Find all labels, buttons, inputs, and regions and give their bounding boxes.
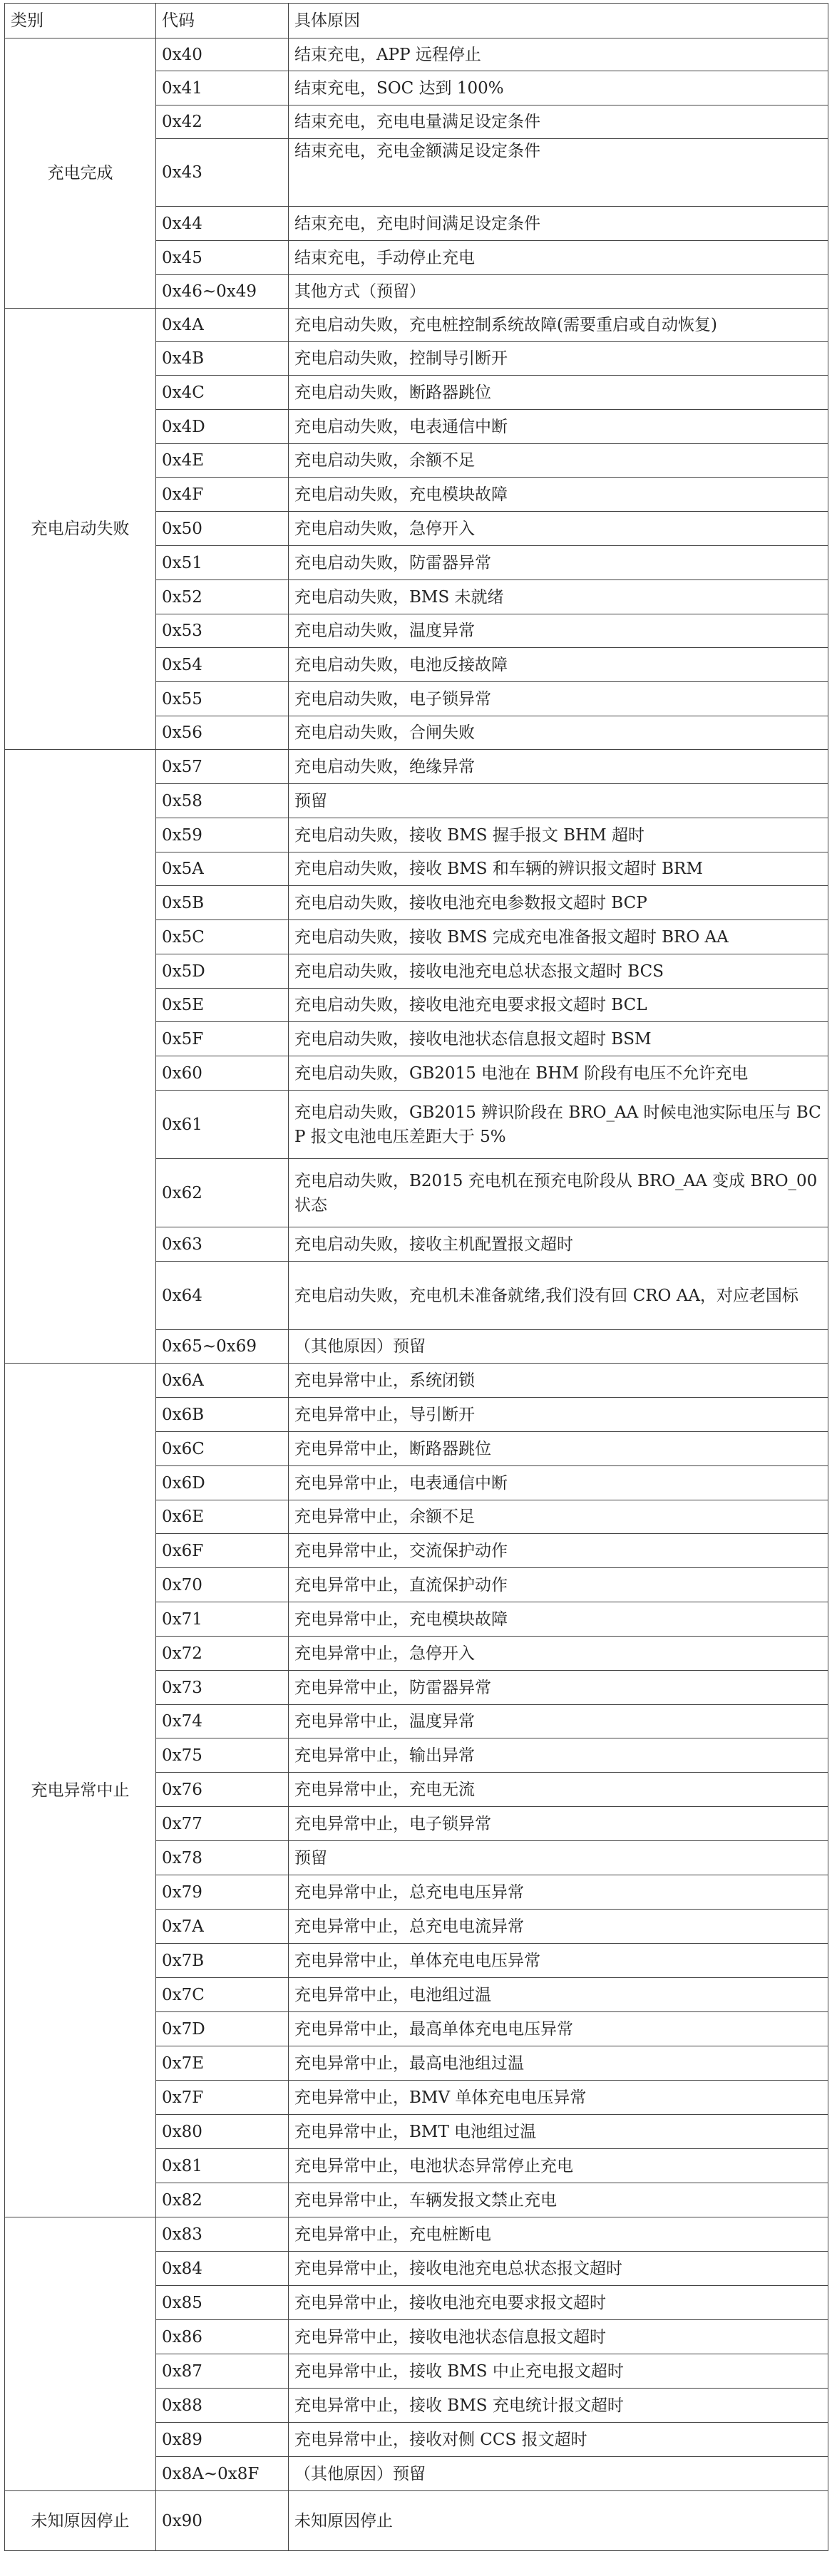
reason-cell: 充电启动失败，BMS 未就绪: [289, 580, 828, 614]
reason-cell: 充电启动失败，接收 BMS 和车辆的辨识报文超时 BRM: [289, 852, 828, 886]
code-cell: 0x57: [156, 750, 289, 784]
code-cell: 0x50: [156, 512, 289, 546]
reason-cell: 结束充电，充电金额满足设定条件: [289, 139, 828, 207]
header-code: 代码: [156, 4, 289, 38]
code-cell: 0x62: [156, 1159, 289, 1227]
reason-cell: 充电异常中止，电池状态异常停止充电: [289, 2149, 828, 2183]
code-cell: 0x6B: [156, 1398, 289, 1432]
code-cell: 0x74: [156, 1705, 289, 1738]
code-cell: 0x71: [156, 1602, 289, 1637]
reason-cell: 充电启动失败，充电模块故障: [289, 478, 828, 512]
reason-cell: 充电异常中止，接收 BMS 充电统计报文超时: [289, 2389, 828, 2423]
reason-cell: 充电启动失败，接收 BMS 握手报文 BHM 超时: [289, 818, 828, 852]
code-cell: 0x44: [156, 207, 289, 241]
reason-cell: 充电异常中止，系统闭锁: [289, 1364, 828, 1398]
reason-cell: 充电启动失败，GB2015 辨识阶段在 BRO_AA 时候电池实际电压与 BCP 报文电池电压差距大于 5%: [289, 1091, 828, 1159]
reason-cell: 充电启动失败，绝缘异常: [289, 750, 828, 784]
code-cell: 0x5F: [156, 1022, 289, 1056]
code-cell: 0x61: [156, 1091, 289, 1159]
reason-cell: 充电异常中止，输出异常: [289, 1738, 828, 1773]
code-cell: 0x6F: [156, 1534, 289, 1568]
code-cell: 0x53: [156, 614, 289, 648]
reason-cell: 充电异常中止，交流保护动作: [289, 1534, 828, 1568]
reason-cell: 充电异常中止，BMT 电池组过温: [289, 2115, 828, 2149]
reason-cell: 充电异常中止，电池组过温: [289, 1978, 828, 2012]
code-cell: 0x8A~0x8F: [156, 2457, 289, 2491]
code-cell: 0x7D: [156, 2012, 289, 2046]
header-category: 类别: [5, 4, 156, 38]
code-cell: 0x60: [156, 1056, 289, 1091]
reason-cell: 充电异常中止，充电模块故障: [289, 1602, 828, 1637]
reason-cell: 充电启动失败，断路器跳位: [289, 376, 828, 410]
reason-cell: 充电异常中止，最高单体充电电压异常: [289, 2012, 828, 2046]
code-cell: 0x40: [156, 38, 289, 71]
reason-cell: （其他原因）预留: [289, 2457, 828, 2491]
reason-cell: 充电启动失败，接收电池充电总状态报文超时 BCS: [289, 954, 828, 989]
reason-cell: 结束充电，手动停止充电: [289, 241, 828, 275]
reason-cell: 充电异常中止，接收电池充电要求报文超时: [289, 2286, 828, 2320]
code-cell: 0x83: [156, 2217, 289, 2252]
table-header-row: [5, 4, 828, 38]
table-body: [5, 38, 828, 2551]
code-cell: 0x6A: [156, 1364, 289, 1398]
code-cell: 0x85: [156, 2286, 289, 2320]
code-cell: 0x72: [156, 1637, 289, 1671]
code-cell: 0x84: [156, 2252, 289, 2286]
code-cell: 0x88: [156, 2389, 289, 2423]
reason-cell: 充电启动失败，防雷器异常: [289, 546, 828, 580]
reason-cell: （其他原因）预留: [289, 1330, 828, 1364]
reason-cell: 充电异常中止，直流保护动作: [289, 1568, 828, 1602]
reason-cell: 充电异常中止，余额不足: [289, 1500, 828, 1534]
reason-cell: 充电启动失败，电表通信中断: [289, 410, 828, 444]
reason-cell: 结束充电，SOC 达到 100%: [289, 71, 828, 105]
code-cell: 0x58: [156, 784, 289, 818]
reason-cell: 未知原因停止: [289, 2491, 828, 2551]
category-cell: 充电启动失败: [5, 309, 156, 750]
reason-cell: 充电异常中止，温度异常: [289, 1705, 828, 1738]
code-cell: 0x55: [156, 682, 289, 716]
reason-cell: 充电异常中止，接收电池状态信息报文超时: [289, 2320, 828, 2354]
reason-cell: 充电异常中止，接收 BMS 中止充电报文超时: [289, 2354, 828, 2389]
code-cell: 0x46~0x49: [156, 275, 289, 309]
code-cell: 0x7C: [156, 1978, 289, 2012]
reason-cell: 充电异常中止，断路器跳位: [289, 1432, 828, 1466]
reason-cell: 充电启动失败，充电桩控制系统故障(需要重启或自动恢复): [289, 309, 828, 342]
code-cell: 0x42: [156, 105, 289, 139]
table-row: [5, 309, 828, 342]
table-row: [5, 750, 828, 784]
reason-cell: 充电异常中止，BMV 单体充电电压异常: [289, 2081, 828, 2115]
code-cell: 0x73: [156, 1671, 289, 1705]
code-cell: 0x76: [156, 1773, 289, 1807]
code-cell: 0x4B: [156, 342, 289, 376]
document-page: [4, 3, 828, 2551]
code-cell: 0x4D: [156, 410, 289, 444]
reason-cell: 充电异常中止，急停开入: [289, 1637, 828, 1671]
code-cell: 0x56: [156, 716, 289, 750]
reason-cell: 充电启动失败，控制导引断开: [289, 342, 828, 376]
reason-cell: 充电启动失败，GB2015 电池在 BHM 阶段有电压不允许充电: [289, 1056, 828, 1091]
reason-cell: 充电异常中止，总充电电压异常: [289, 1875, 828, 1910]
code-cell: 0x52: [156, 580, 289, 614]
code-cell: 0x5B: [156, 886, 289, 920]
code-cell: 0x70: [156, 1568, 289, 1602]
code-cell: 0x6E: [156, 1500, 289, 1534]
reason-cell: 其他方式（预留）: [289, 275, 828, 309]
reason-cell: 充电启动失败，温度异常: [289, 614, 828, 648]
reason-cell: 充电启动失败，急停开入: [289, 512, 828, 546]
reason-cell: 充电异常中止，接收电池充电总状态报文超时: [289, 2252, 828, 2286]
reason-cell: 充电启动失败，电池反接故障: [289, 648, 828, 682]
code-cell: 0x7F: [156, 2081, 289, 2115]
reason-cell: 充电启动失败，接收电池状态信息报文超时 BSM: [289, 1022, 828, 1056]
code-cell: 0x90: [156, 2491, 289, 2551]
code-cell: 0x5A: [156, 852, 289, 886]
category-cell: 充电完成: [5, 38, 156, 309]
reason-cell: 充电异常中止，车辆发报文禁止充电: [289, 2183, 828, 2217]
code-cell: 0x78: [156, 1841, 289, 1875]
reason-cell: 充电异常中止，总充电电流异常: [289, 1910, 828, 1944]
reason-cell: 充电异常中止，导引断开: [289, 1398, 828, 1432]
code-cell: 0x43: [156, 139, 289, 207]
reason-cell: 充电启动失败，充电机未准备就绪,我们没有回 CRO AA，对应老国标: [289, 1262, 828, 1330]
reason-cell: 充电异常中止，充电桩断电: [289, 2217, 828, 2252]
reason-cell: 充电启动失败，接收电池充电参数报文超时 BCP: [289, 886, 828, 920]
reason-cell: 充电启动失败，合闸失败: [289, 716, 828, 750]
category-cell: 未知原因停止: [5, 2491, 156, 2551]
table-row: [5, 38, 828, 71]
category-cell: [5, 2217, 156, 2491]
reason-cell: 充电异常中止，防雷器异常: [289, 1671, 828, 1705]
code-cell: 0x4C: [156, 376, 289, 410]
code-cell: 0x87: [156, 2354, 289, 2389]
code-cell: 0x6D: [156, 1466, 289, 1500]
table-row: [5, 1364, 828, 1398]
code-cell: 0x5E: [156, 989, 289, 1022]
reason-cell: 结束充电，充电电量满足设定条件: [289, 105, 828, 139]
reason-cell: 结束充电，APP 远程停止: [289, 38, 828, 71]
code-cell: 0x7A: [156, 1910, 289, 1944]
reason-cell: 预留: [289, 1841, 828, 1875]
category-cell: 充电异常中止: [5, 1364, 156, 2217]
code-cell: 0x5C: [156, 920, 289, 954]
code-cell: 0x89: [156, 2423, 289, 2457]
category-cell: [5, 750, 156, 1364]
code-cell: 0x81: [156, 2149, 289, 2183]
reason-cell: 充电异常中止，电子锁异常: [289, 1807, 828, 1841]
reason-cell: 结束充电，充电时间满足设定条件: [289, 207, 828, 241]
code-cell: 0x77: [156, 1807, 289, 1841]
code-cell: 0x45: [156, 241, 289, 275]
table-row: [5, 2491, 828, 2551]
code-cell: 0x7B: [156, 1944, 289, 1978]
code-cell: 0x4F: [156, 478, 289, 512]
code-cell: 0x59: [156, 818, 289, 852]
code-cell: 0x80: [156, 2115, 289, 2149]
code-cell: 0x4E: [156, 444, 289, 478]
code-cell: 0x86: [156, 2320, 289, 2354]
header-reason: 具体原因: [289, 4, 828, 38]
reason-cell: 充电启动失败，接收电池充电要求报文超时 BCL: [289, 989, 828, 1022]
code-cell: 0x41: [156, 71, 289, 105]
reason-cell: 充电启动失败，接收主机配置报文超时: [289, 1227, 828, 1262]
reason-cell: 充电启动失败，余额不足: [289, 444, 828, 478]
code-cell: 0x63: [156, 1227, 289, 1262]
reason-cell: 充电启动失败，B2015 充电机在预充电阶段从 BRO_AA 变成 BRO_00 状态: [289, 1159, 828, 1227]
stop-reason-code-table: [4, 3, 828, 2551]
reason-cell: 充电异常中止，电表通信中断: [289, 1466, 828, 1500]
code-cell: 0x5D: [156, 954, 289, 989]
code-cell: 0x64: [156, 1262, 289, 1330]
code-cell: 0x54: [156, 648, 289, 682]
code-cell: 0x4A: [156, 309, 289, 342]
code-cell: 0x82: [156, 2183, 289, 2217]
reason-cell: 充电启动失败，接收 BMS 完成充电准备报文超时 BRO AA: [289, 920, 828, 954]
code-cell: 0x6C: [156, 1432, 289, 1466]
code-cell: 0x79: [156, 1875, 289, 1910]
reason-cell: 充电异常中止，最高电池组过温: [289, 2046, 828, 2081]
code-cell: 0x51: [156, 546, 289, 580]
reason-cell: 充电异常中止，接收对侧 CCS 报文超时: [289, 2423, 828, 2457]
code-cell: 0x65~0x69: [156, 1330, 289, 1364]
reason-cell: 充电启动失败，电子锁异常: [289, 682, 828, 716]
reason-cell: 充电异常中止，单体充电电压异常: [289, 1944, 828, 1978]
table-row: [5, 2217, 828, 2252]
code-cell: 0x7E: [156, 2046, 289, 2081]
reason-cell: 预留: [289, 784, 828, 818]
code-cell: 0x75: [156, 1738, 289, 1773]
reason-cell: 充电异常中止，充电无流: [289, 1773, 828, 1807]
